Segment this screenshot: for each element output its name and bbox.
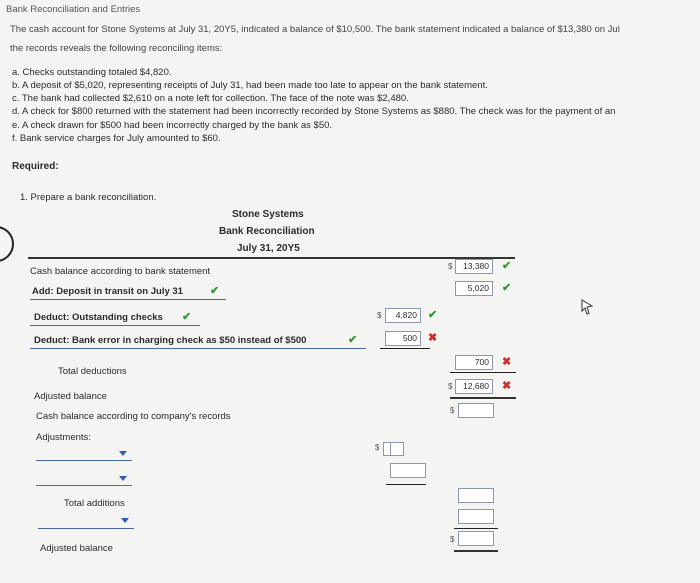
column-rule [450,372,516,373]
deduct-error-dropdown-line [30,348,366,349]
dollar-sign: $ [375,443,380,452]
check-icon: ✔ [210,285,220,297]
check-icon: ✔ [502,260,512,272]
check-icon: ✔ [428,309,438,321]
item-b: b. A deposit of $5,020, representing receipts of July 31, had been made too late to appear on the bank statement. [12,80,488,91]
chevron-down-icon[interactable] [119,476,127,481]
total-deductions-input[interactable]: 700 [455,355,493,370]
cross-icon: ✖ [428,332,438,344]
row-cash-company-label: Cash balance according to company's records [36,411,231,422]
intro-text-line-1: The cash account for Stone Systems at July 31, 20Y5, indicated a balance of $10,500. The bank statement indicated a balance of $13,380 on Jul [10,24,620,35]
column-rule [380,348,430,349]
check-icon: ✔ [348,334,358,346]
row-add-deposit-label[interactable]: Add: Deposit in transit on July 31 [32,286,183,297]
double-rule [450,397,516,399]
nav-circle-icon[interactable] [0,226,14,262]
report-title: Bank Reconciliation [219,226,315,237]
check-icon: ✔ [182,311,192,323]
double-rule [454,550,498,552]
item-c: c. The bank had collected $2,610 on a note left for collection. The face of the note was $2,480. [12,93,409,104]
deposit-input[interactable]: 5,020 [455,281,493,296]
page-title: Bank Reconciliation and Entries [6,4,141,15]
bank-error-input[interactable]: 500 [385,331,421,346]
required-label: Required: [12,161,59,172]
row-deduct-outstanding-label[interactable]: Deduct: Outstanding checks [34,312,163,323]
adjustment-dropdown-2[interactable] [36,485,132,486]
outstanding-input[interactable]: 4,820 [385,308,421,323]
row-cash-bank-label: Cash balance according to bank statement [30,266,211,277]
adjustment-amount-input-3[interactable] [458,509,494,524]
dollar-sign: $ [448,262,453,271]
row-adjusted-balance-label: Adjusted balance [34,391,107,402]
bank-balance-input[interactable]: 13,380 [455,259,493,274]
item-d: d. A check for $800 returned with the statement had been incorrectly recorded by Stone Systems as $880. The check was for the payment of an [12,106,616,117]
adjustment-dropdown-1[interactable] [36,460,132,461]
cross-icon: ✖ [502,356,512,368]
dollar-sign: $ [450,406,455,415]
cursor-icon [580,299,594,315]
row-adjustments-label: Adjustments: [36,432,91,443]
adjusted-balance-input[interactable]: 12,680 [455,379,493,394]
question-1: 1. Prepare a bank reconciliation. [20,192,157,203]
adjustment-amount-input-1b[interactable] [390,442,404,456]
dollar-sign: $ [377,311,382,320]
row-adjusted-balance-2-label: Adjusted balance [40,543,113,554]
dollar-sign: $ [448,382,453,391]
item-e: e. A check drawn for $500 had been incorrectly charged by the bank as $50. [12,120,333,131]
adjusted-balance-2-input[interactable] [458,531,494,546]
row-deduct-error-label[interactable]: Deduct: Bank error in charging check as $50 instead of $500 [34,335,307,346]
intro-text-line-2: the records reveals the following reconciling items: [10,43,223,54]
chevron-down-icon[interactable] [121,518,129,523]
cash-company-input[interactable] [458,403,494,418]
header-rule [28,257,515,259]
report-company: Stone Systems [232,209,304,220]
deduct-outstanding-dropdown-line [30,325,200,326]
item-a: a. Checks outstanding totaled $4,820. [12,67,172,78]
total-additions-input[interactable] [458,488,494,503]
check-icon: ✔ [502,282,512,294]
adjustment-dropdown-3[interactable] [38,528,134,529]
column-rule [454,528,498,529]
report-date: July 31, 20Y5 [237,243,300,254]
cross-icon: ✖ [502,380,512,392]
dollar-sign: $ [450,535,455,544]
row-total-additions-label: Total additions [64,498,125,509]
column-rule [386,484,426,485]
row-total-deductions-label: Total deductions [58,366,127,377]
add-deposit-dropdown-line [30,299,226,300]
item-f: f. Bank service charges for July amounted to $60. [12,133,221,144]
adjustment-amount-input-2[interactable] [390,463,426,478]
chevron-down-icon[interactable] [119,451,127,456]
